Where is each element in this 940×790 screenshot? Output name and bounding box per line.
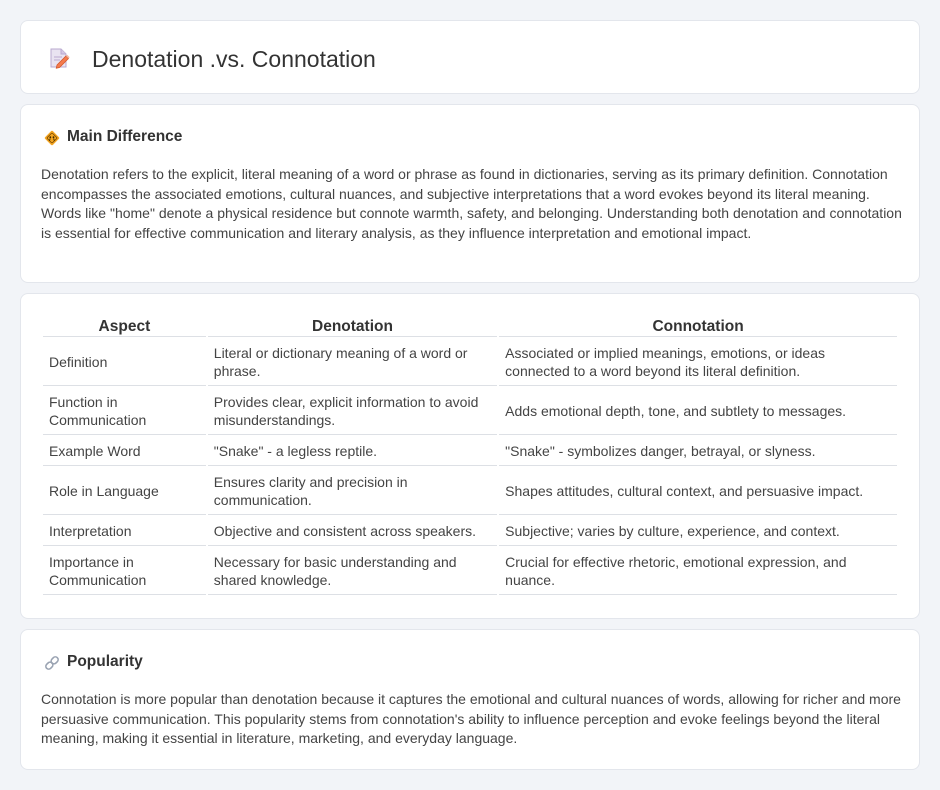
table-cell-aspect: Function in Communication (43, 388, 206, 435)
warning-sign-icon (43, 129, 61, 147)
column-header-connotation: Connotation (499, 316, 897, 337)
table-cell-connotation: Associated or implied meanings, emotions, or ideas connected to a word beyond its literal definition. (499, 339, 897, 386)
table-cell-aspect: Role in Language (43, 468, 206, 515)
table-row (43, 468, 897, 515)
table-row (43, 548, 897, 595)
table-row (43, 517, 897, 546)
main-difference-title: Main Difference (67, 128, 183, 145)
table-cell-aspect: Interpretation (43, 517, 206, 546)
table-cell-aspect: Definition (43, 339, 206, 386)
table-cell-denotation: Necessary for basic understanding and shared knowledge. (208, 548, 497, 595)
popularity-section (20, 629, 920, 770)
table-header-row (43, 316, 897, 337)
table-cell-connotation: Adds emotional depth, tone, and subtlety to messages. (499, 388, 897, 435)
column-header-aspect: Aspect (43, 316, 206, 337)
table-cell-aspect: Importance in Communication (43, 548, 206, 595)
main-difference-section (20, 104, 920, 283)
popularity-text: Connotation is more popular than denotation because it captures the emotional and cultural nuances of words, allowing for richer and more persuasive communication. This popularity stems from connotation's ability to influence perception and evoke feelings beyond the literal meaning, making it essential in literature, marketing, and everyday language. (41, 691, 901, 747)
main-difference-text: Denotation refers to the explicit, literal meaning of a word or phrase as found in dictionaries, serving as its primary definition. Connotation encompasses the associated emotions, cultural nuances, and subjective interpretations that a word evokes beyond its literal meaning. Words like "home" denote a physical residence but connote warmth, safety, and belonging. Understanding both denotation and connotation is essential for effective communication and literary analysis, as they influence interpretation and emotional impact. (41, 166, 902, 241)
table-cell-connotation: Subjective; varies by culture, experience, and context. (499, 517, 897, 546)
comparison-section (20, 293, 920, 619)
page-title: Denotation .vs. Connotation (92, 46, 376, 72)
popularity-title: Popularity (67, 653, 143, 670)
header-card (20, 20, 920, 94)
table-row (43, 339, 897, 386)
table-row (43, 388, 897, 435)
table-cell-connotation: Crucial for effective rhetoric, emotional expression, and nuance. (499, 548, 897, 595)
document-edit-icon (48, 47, 70, 69)
table-cell-denotation: Literal or dictionary meaning of a word or phrase. (208, 339, 497, 386)
comparison-table (41, 314, 899, 597)
table-cell-denotation: Objective and consistent across speakers. (208, 517, 497, 546)
link-icon (43, 654, 61, 672)
column-header-denotation: Denotation (208, 316, 497, 337)
table-cell-connotation: Shapes attitudes, cultural context, and persuasive impact. (499, 468, 897, 515)
table-cell-denotation: Provides clear, explicit information to avoid misunderstandings. (208, 388, 497, 435)
table-cell-connotation: "Snake" - symbolizes danger, betrayal, or slyness. (499, 437, 897, 466)
table-row (43, 437, 897, 466)
table-cell-denotation: "Snake" - a legless reptile. (208, 437, 497, 466)
table-cell-aspect: Example Word (43, 437, 206, 466)
table-cell-denotation: Ensures clarity and precision in communication. (208, 468, 497, 515)
